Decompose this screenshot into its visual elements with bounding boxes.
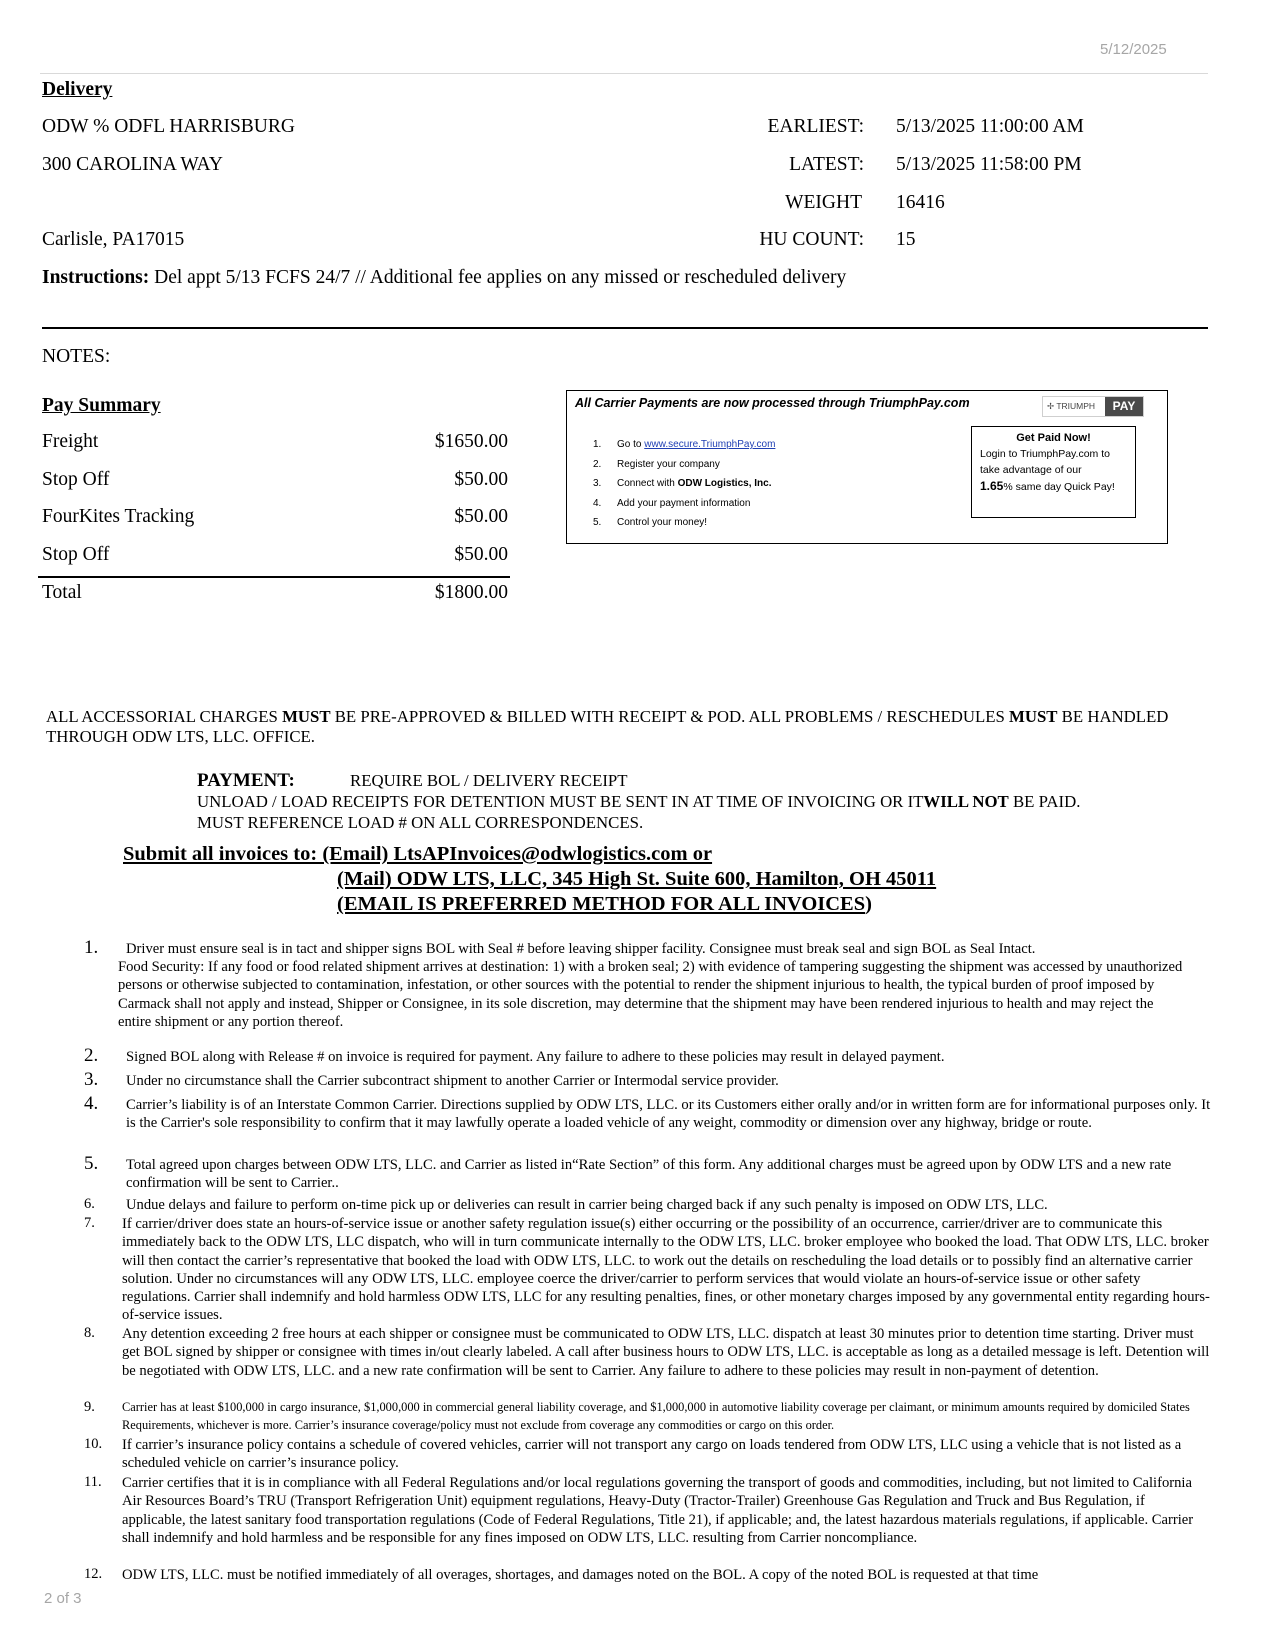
pay-total-label: Total <box>42 582 82 603</box>
triumphpay-steps <box>593 435 775 533</box>
step-item: 2. Register your company <box>593 458 720 470</box>
submit-invoices-mail: (Mail) ODW LTS, LLC, 345 High St. Suite 600, Hamilton, OH 45011 <box>337 868 937 890</box>
pay-row-amount: $50.00 <box>454 469 508 490</box>
pay-row-amount: $50.00 <box>454 544 508 565</box>
submit-invoices-email: Submit all invoices to: (Email) LtsAPInvoices@odwlogistics.com or <box>123 843 713 865</box>
triumphpay-link[interactable]: www.secure.TriumphPay.com <box>644 439 776 450</box>
section-divider <box>42 327 1208 329</box>
triumphpay-notice <box>566 390 1168 544</box>
step-item: 5. Control your money! <box>593 517 708 528</box>
pay-row-amount: $1650.00 <box>434 431 508 452</box>
instructions-text: Del appt 5/13 FCFS 24/7 // Additional fee applies on any missed or rescheduled delivery <box>149 267 847 288</box>
pay-row-amount: $50.00 <box>454 506 508 527</box>
earliest-label: EARLIEST: <box>767 116 864 137</box>
step-item: 3. Connect with ODW Logistics, Inc. <box>593 478 772 489</box>
weight-label: WEIGHT <box>785 192 862 213</box>
pay-total-rule <box>38 576 510 578</box>
accessorial-notice: ALL ACCESSORIAL CHARGES MUST BE PRE-APPROVED & BILLED WITH RECEIPT & POD. ALL PROBLEMS / RESCHEDULES MUST BE HANDLED THROUGH ODW LTS, LLC. OFFICE. <box>46 707 1169 746</box>
step-item: 1. Go to www.secure.TriumphPay.com <box>593 439 776 450</box>
delivery-heading: Delivery <box>42 79 113 100</box>
pay-total-row <box>42 582 508 606</box>
weight-value: 16416 <box>896 192 945 213</box>
pay-row-label: FourKites Tracking <box>42 506 195 527</box>
get-paid-title: Get Paid Now! <box>1016 432 1091 444</box>
header-divider <box>40 73 1208 74</box>
pay-summary-heading: Pay Summary <box>42 395 161 416</box>
pay-row <box>42 506 508 530</box>
delivery-address: 300 CAROLINA WAY <box>42 154 223 175</box>
hu-count-label: HU COUNT: <box>759 229 864 250</box>
delivery-instructions <box>42 266 846 290</box>
delivery-city: Carlisle, PA17015 <box>42 229 185 250</box>
payment-label: PAYMENT: <box>197 770 295 791</box>
triumphpay-headline: All Carrier Payments are now processed through TriumphPay.com <box>575 396 970 410</box>
latest-value: 5/13/2025 11:58:00 PM <box>896 154 1082 175</box>
get-paid-line: take advantage of our <box>980 464 1082 476</box>
payment-requirements: PAYMENT: REQUIRE BOL / DELIVERY RECEIPT UNLOAD / LOAD RECEIPTS FOR DETENTION MUST BE SENT IN AT TIME OF INVOICING OR ITWILL NOT BE PAID. MUST REFERENCE LOAD # ON ALL CORRESPONDENCES. <box>197 770 1081 832</box>
pay-logo-text: PAY <box>1105 397 1143 416</box>
get-paid-line: Login to TriumphPay.com to <box>980 448 1110 460</box>
pay-row-label: Stop Off <box>42 544 110 565</box>
email-preferred-note: (EMAIL IS PREFERRED METHOD FOR ALL INVOICES) <box>337 893 872 915</box>
pay-row <box>42 544 508 568</box>
latest-label: LATEST: <box>789 154 864 175</box>
pay-total-amount: $1800.00 <box>434 582 508 603</box>
pay-row-label: Stop Off <box>42 469 110 490</box>
get-paid-rate-line: 1.65% same day Quick Pay! <box>980 479 1115 493</box>
notes-label: NOTES: <box>42 346 111 367</box>
hu-count-value: 15 <box>896 229 916 250</box>
pay-row-label: Freight <box>42 431 99 452</box>
triumph-logo-text: ✢ TRIUMPH <box>1047 401 1096 411</box>
triumphpay-logo <box>1042 396 1144 417</box>
delivery-name: ODW % ODFL HARRISBURG <box>42 116 295 137</box>
step-item: 4. Add your payment information <box>593 497 751 509</box>
earliest-value: 5/13/2025 11:00:00 AM <box>896 116 1084 137</box>
page-number: 2 of 3 <box>44 1590 82 1607</box>
instructions-label: Instructions: <box>42 267 150 288</box>
get-paid-box <box>971 426 1136 518</box>
pay-row <box>42 469 508 493</box>
document-date: 5/12/2025 <box>1100 41 1167 58</box>
pay-row <box>42 431 508 455</box>
